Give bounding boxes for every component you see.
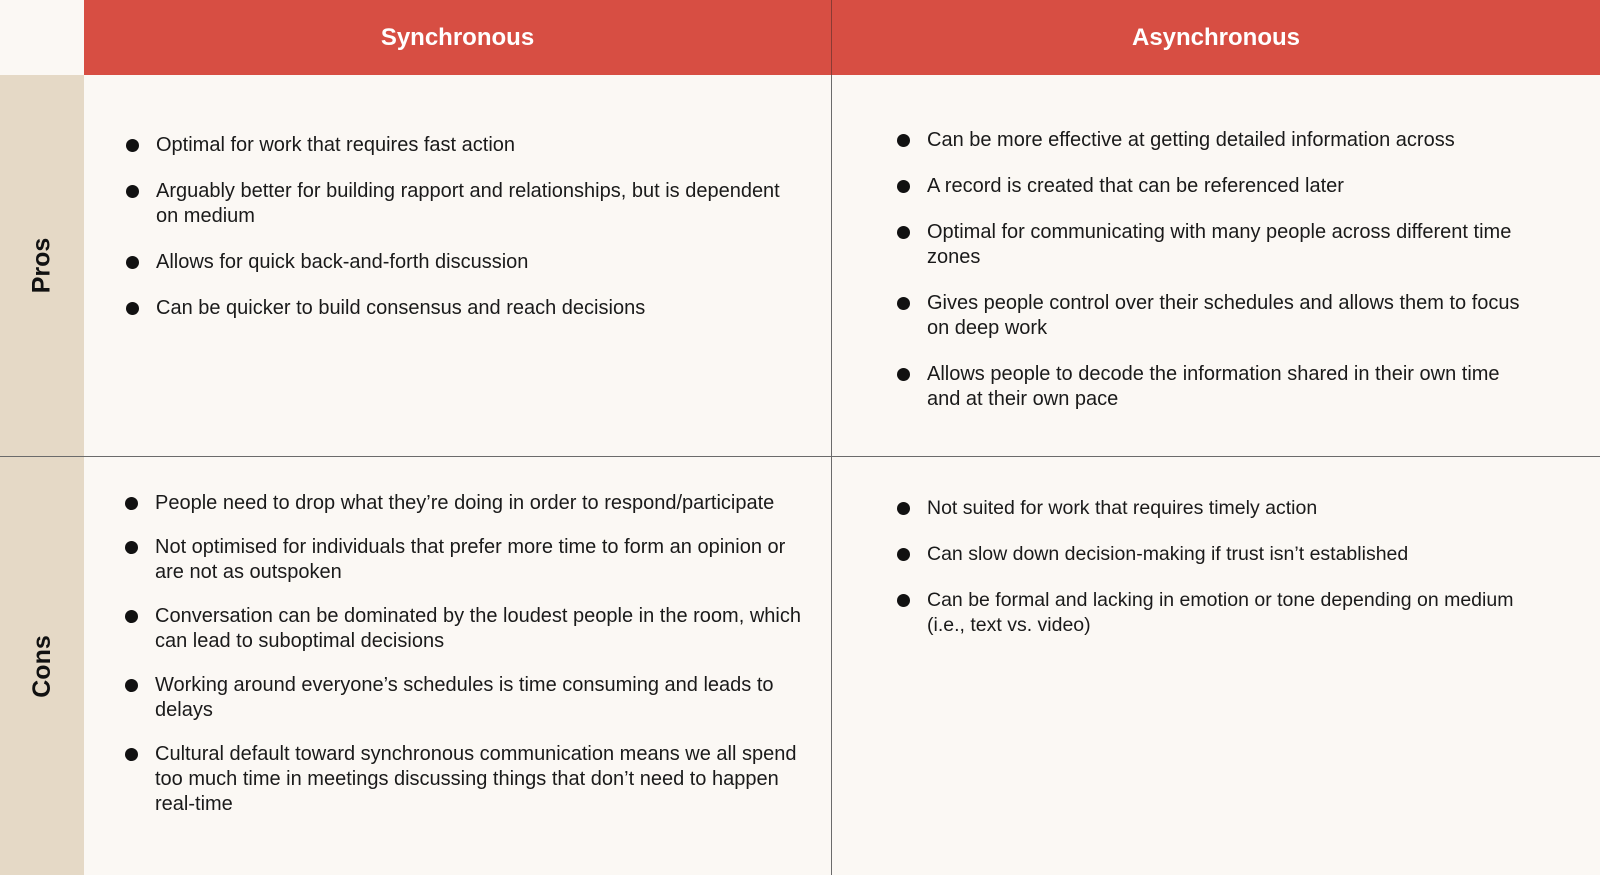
- list-item: [125, 742, 805, 817]
- list-item: [125, 491, 805, 516]
- bullet-icon: [897, 180, 910, 193]
- row-divider: [0, 456, 1600, 457]
- list-item: [897, 542, 1537, 567]
- bullet-icon: [125, 541, 138, 554]
- list-item: [897, 128, 1537, 153]
- bullet-icon: [897, 594, 910, 607]
- list-item: [126, 296, 806, 321]
- list-item-text: Working around everyone’s schedules is time consuming and leads to delays: [155, 674, 774, 721]
- list-item-text: A record is created that can be referenced later: [927, 175, 1344, 197]
- list-item-text: Gives people control over their schedules and allows them to focus on deep work: [927, 292, 1520, 339]
- bullet-icon: [897, 134, 910, 147]
- list-item: [897, 496, 1537, 521]
- cell-asynchronous-pros: [897, 128, 1537, 433]
- cell-synchronous-pros: [126, 133, 806, 342]
- list-item-text: Not suited for work that requires timely action: [927, 497, 1318, 519]
- row-label-pros: [0, 75, 84, 456]
- list-item: [125, 673, 805, 723]
- list-item: [897, 588, 1537, 638]
- list-item-text: Can slow down decision-making if trust isn’t established: [927, 543, 1409, 565]
- cell-synchronous-cons: [125, 491, 805, 836]
- list-item: [897, 362, 1537, 412]
- list-item: [125, 604, 805, 654]
- list-item-text: People need to drop what they’re doing in order to respond/participate: [155, 492, 775, 514]
- row-label-cons: [0, 457, 84, 875]
- bullet-icon: [126, 139, 139, 152]
- row-label-cons-text: Cons: [27, 634, 56, 698]
- column-header-asynchronous: Asynchronous: [832, 0, 1600, 75]
- bullet-icon: [126, 256, 139, 269]
- list-item-text: Allows people to decode the information shared in their own time and at their own pace: [927, 363, 1500, 410]
- row-label-pros-text: Pros: [27, 237, 56, 294]
- bullet-icon: [897, 548, 910, 561]
- list-item-text: Optimal for work that requires fast action: [156, 134, 516, 156]
- list-item-text: Allows for quick back-and-forth discussion: [156, 251, 529, 273]
- bullet-icon: [125, 748, 138, 761]
- list-item-text: Not optimised for individuals that prefer more time to form an opinion or are not as outspoken: [155, 536, 786, 583]
- list-item-text: Conversation can be dominated by the loudest people in the room, which can lead to suboptimal decisions: [155, 605, 801, 652]
- list-item: [126, 133, 806, 158]
- list-item-text: Optimal for communicating with many people across different time zones: [927, 221, 1512, 268]
- list-item-text: Cultural default toward synchronous communication means we all spend too much time in meetings discussing things that don’t need to happen real-time: [155, 743, 797, 815]
- cell-asynchronous-cons: [897, 496, 1537, 659]
- bullet-icon: [125, 679, 138, 692]
- bullet-icon: [897, 502, 910, 515]
- list-item: [126, 179, 806, 229]
- column-divider: [831, 75, 832, 875]
- list-item: [125, 535, 805, 585]
- column-header-synchronous: Synchronous: [84, 0, 831, 75]
- bullet-icon: [897, 297, 910, 310]
- list-item: [897, 291, 1537, 341]
- list-item: [897, 174, 1537, 199]
- list-item: [897, 220, 1537, 270]
- bullet-icon: [897, 226, 910, 239]
- bullet-icon: [125, 610, 138, 623]
- list-item-text: Can be quicker to build consensus and reach decisions: [156, 297, 646, 319]
- list-item-text: Can be more effective at getting detailed information across: [927, 129, 1455, 151]
- list-item-text: Can be formal and lacking in emotion or tone depending on medium (i.e., text vs. video): [927, 589, 1514, 636]
- bullet-icon: [126, 185, 139, 198]
- list-item-text: Arguably better for building rapport and relationships, but is dependent on medium: [156, 180, 780, 227]
- bullet-icon: [125, 497, 138, 510]
- bullet-icon: [126, 302, 139, 315]
- table-corner: [0, 0, 84, 75]
- list-item: [126, 250, 806, 275]
- bullet-icon: [897, 368, 910, 381]
